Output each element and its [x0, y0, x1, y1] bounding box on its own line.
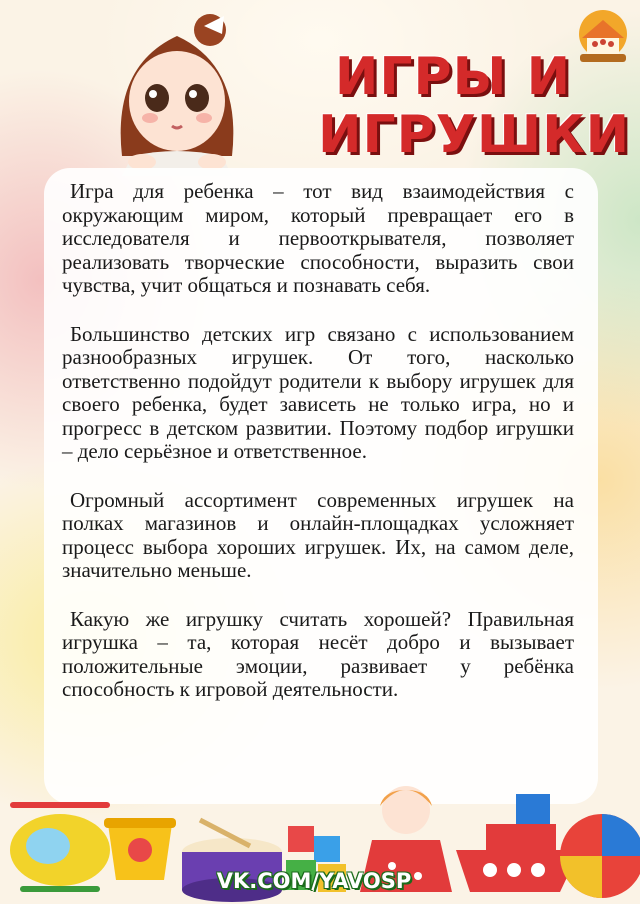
paragraph: Огромный ассортимент современных игрушек на полках магазинов и онлайн-площадках усложняет процесс выбора хороших игрушек. Их, на самом деле, значительно меньше. — [62, 487, 574, 582]
page-title — [318, 47, 631, 165]
title-line-2: ИГРУШКИ — [318, 105, 631, 165]
bucket-toy — [104, 818, 176, 880]
title-line-1: ИГРЫ И — [334, 47, 572, 107]
paragraph: Игра для ребенка – тот вид взаимодействия с окружающим миром, который превращает его в исследователя и первооткрывателя, позволяет реализовать творческие способности, выразить свои чувства, учит общаться и познавать себя. — [62, 179, 574, 297]
article-body — [62, 180, 574, 727]
paragraph: Какую же игрушку считать хорошей? Правильная игрушка – та, которая несёт добро и вызывает положительные эмоции, развивает у ребёнка способность к игровой деятельности. — [62, 606, 574, 701]
paragraph: Большинство детских игр связано с использованием разнообразных игрушек. От того, насколько ответственно подойдут родители к выбору игрушек для своего ребенка, будет зависеть не только игра, но и прогресс в детском развитии. Поэтому подбор игрушки – дело серьёзное и ответственное. — [62, 321, 574, 463]
cartoon-girl-illustration — [92, 6, 262, 176]
vk-link[interactable]: VK.COM/YAVOSP — [216, 869, 412, 893]
ship-toy — [456, 794, 580, 892]
helicopter-toy — [10, 802, 110, 892]
ball-toy — [560, 814, 640, 898]
